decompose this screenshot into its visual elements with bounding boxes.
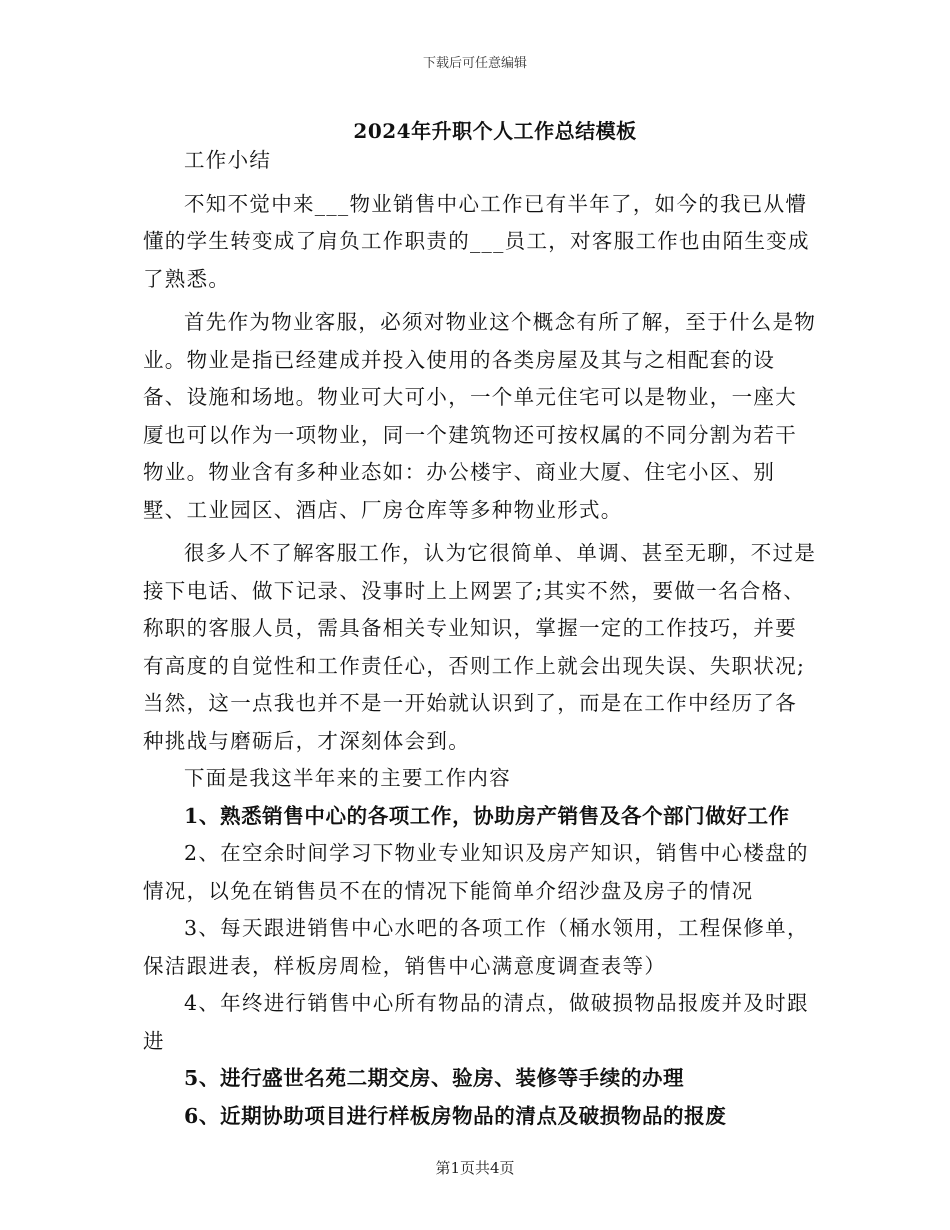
document-body — [143, 142, 818, 1135]
page-number: 第1页共4页 — [435, 1159, 515, 1177]
work-item-1: 1、熟悉销售中心的各项工作，协助房产销售及各个部门做好工作 — [184, 803, 790, 828]
document-title: 2024年升职个人工作总结模板 — [353, 119, 637, 143]
paragraph-property-definition: 首先作为物业客服，必须对物业这个概念有所了解，至于什么是物业。物业是指已经建成并投入使用的各类房屋及其与之相配套的设备、设施和场地。物业可大可小，一个单元住宅可以是物业，一座大厦也可以作为一项物业，同一个建筑物还可按权属的不同分割为若干物业。物业含有多种业态如：办公楼宇、商业大厦、住宅小区、别墅、工业园区、酒店、厂房仓库等多种物业形式。 — [143, 310, 817, 522]
work-item-2: 2、在空余时间学习下物业专业知识及房产知识，销售中心楼盘的情况，以免在销售员不在的情况下能简单介绍沙盘及房子的情况 — [143, 841, 809, 903]
work-item-3: 3、每天跟进销售中心水吧的各项工作（桶水领用，工程保修单，保洁跟进表，样板房周检，销售中心满意度调查表等） — [143, 916, 809, 978]
page-header-note: 下载后可任意编辑 — [422, 56, 527, 71]
work-item-6: 6、近期协助项目进行样板房物品的清点及破损物品的报废 — [184, 1103, 727, 1128]
section-heading: 工作小结 — [184, 148, 272, 172]
work-item-4: 4、年终进行销售中心所有物品的清点，做破损物品报废并及时跟进 — [143, 991, 809, 1053]
work-item-5: 5、进行盛世名苑二期交房、验房、装修等手续的办理 — [184, 1066, 685, 1090]
paragraph-intro: 不知不觉中来___物业销售中心工作已有半年了，如今的我已从懵懂的学生转变成了肩负工作职责的___员工，对客服工作也由陌生变成了熟悉。 — [143, 191, 810, 291]
paragraph-customer-service: 很多人不了解客服工作，认为它很简单、单调、甚至无聊，不过是接下电话、做下记录、没事时上上网罢了;其实不然，要做一名合格、称职的客服人员，需具备相关专业知识，掌握一定的工作技巧，并要有高度的自觉性和工作责任心，否则工作上就会出现失误、失职状况;当然，这一点我也并不是一开始就认识到了，而是在工作中经历了各种挑战与磨砺后，才深刻体会到。 — [143, 541, 817, 753]
paragraph-work-content-intro: 下面是我这半年来的主要工作内容 — [184, 766, 511, 790]
